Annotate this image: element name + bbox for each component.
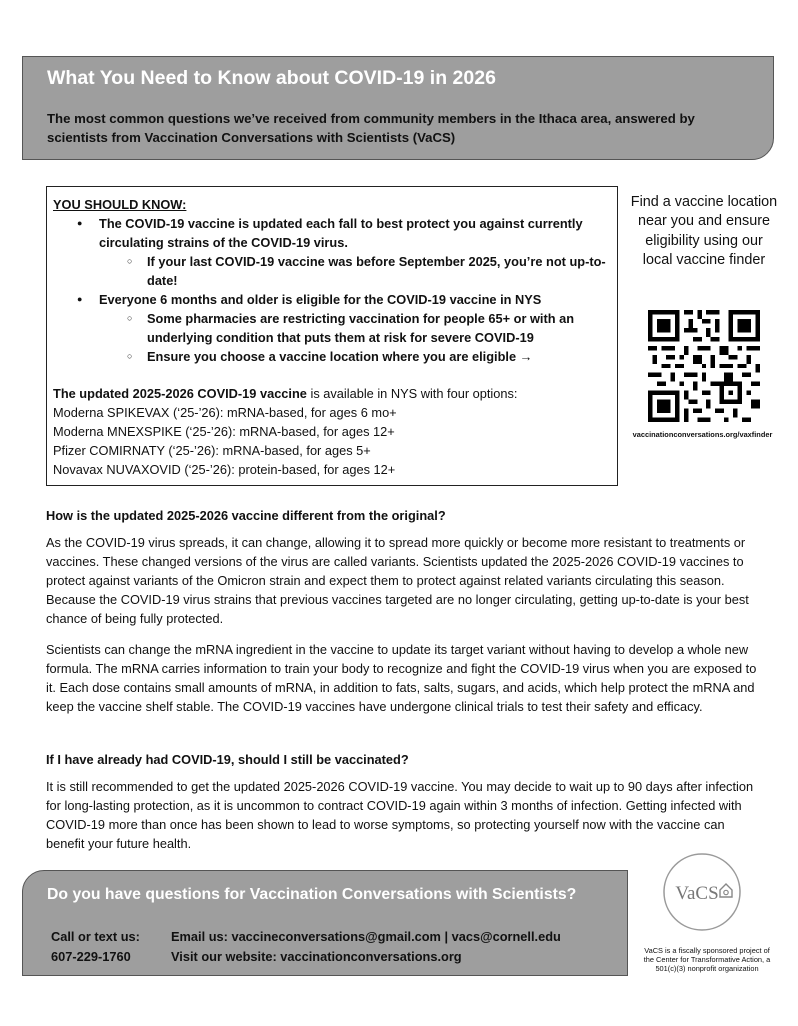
know-subitem-not-up-to-date: ○ If your last COVID-19 vaccine was before September 2025, you’re not up-to-date! [53,252,617,290]
you-should-know-box [46,186,618,486]
qa-section-variant [46,508,758,716]
page-title: What You Need to Know about COVID-19 in 2026 [47,67,496,89]
sponsor-note: VaCS is a fiscally sponsored project of the Center for Transformative Action, a 501(c)(3) nonprofit organization [643,946,771,973]
logo-text: VaCS [675,883,719,904]
vaccine-option-mnexspike: Moderna MNEXSPIKE (‘25-’26): mRNA-based, for ages 12+ [53,424,395,439]
know-subitem-choose-location: ○ Ensure you choose a vaccine location where you are eligible → [53,347,617,366]
footer-banner [22,870,628,976]
page-subtitle: The most common questions we’ve received from community members in the Ithaca area, answered by scientists from Vaccination Conversations with Scientists (VaCS) [47,111,695,145]
website-line[interactable]: Visit our website: vaccinationconversations.org [171,949,462,964]
vaccine-intro-bold: The updated 2025-2026 COVID-19 vaccine [53,386,307,401]
know-item-eligibility: ● Everyone 6 months and older is eligible for the COVID-19 vaccine in NYS [53,290,617,309]
header-banner [22,56,774,160]
qa-section-prior-infection [46,752,758,853]
question-already-had-covid: If I have already had COVID-19, should I still be vaccinated? [46,752,409,767]
vaccine-intro [53,384,617,403]
know-heading: YOU SHOULD KNOW: [53,197,187,212]
vaccine-intro-rest: is available in NYS with four options: [306,386,518,401]
answer-paragraph: Scientists can change the mRNA ingredient in the vaccine to update its target variant without having to develop a whole new formula. The mRNA carries information to train your body to recognize and fight the COVID-19 virus when you are exposed to it. Each dose contains small amounts of mRNA, in addition to fats, salts, sugars, and acids, which help protect the mRNA and keep the vaccine shelf stable. The COVID-19 vaccines have undergone clinical trials to test their safety and efficacy. [46,642,757,714]
call-label: Call or text us: [51,929,140,944]
footer-title: Do you have questions for Vaccination Conversations with Scientists? [47,886,577,903]
phone-number[interactable]: 607-229-1760 [51,949,131,964]
know-list [53,214,617,366]
vaccine-option-nuvaxovid: Novavax NUVAXOVID (‘25-’26): protein-based, for ages 12+ [53,462,396,477]
know-subitem-pharmacy-restrictions: ○ Some pharmacies are restricting vaccination for people 65+ or with an underlying condition that puts them at risk for severe COVID-19 [53,309,617,347]
question-vaccine-difference: How is the updated 2025-2026 vaccine different from the original? [46,508,446,523]
vaccine-finder-text: Find a vaccine location near you and ensure eligibility using our local vaccine finder [630,194,778,268]
vaccine-finder-url[interactable]: vaccinationconversations.org/vaxfinder [632,430,773,439]
qr-code-icon[interactable] [648,310,760,422]
answer-paragraph: It is still recommended to get the updated 2025-2026 COVID-19 vaccine. You may decide to wait up to 90 days after infection for long-lasting protection, as it is uncommon to contract COVID-19 again within 3 months of infection. Getting infected with COVID-19 more than once has been shown to lead to worse symptoms, so protecting yourself now with the vaccine can benefit your future health. [46,779,754,851]
vaccine-option-comirnaty: Pfizer COMIRNATY (‘25-’26): mRNA-based, for ages 5+ [53,443,371,458]
answer-paragraph: As the COVID-19 virus spreads, it can change, allowing it to spread more quickly or become more resistant to treatments or vaccines. These changed versions of the virus are called variants. Scientists updated the 2025-2026 COVID-19 vaccines to protect against variants of the Omicron strain and expect them to protect against related variants circulating this season. Because the COVID-19 virus strains that previous vaccines targeted are no longer circulating, getting up-to-date is your best chance of being fully protected. [46,535,749,626]
vacs-logo [662,852,742,932]
vaccine-option-spikevax: Moderna SPIKEVAX (‘25-’26): mRNA-based, for ages 6 mo+ [53,405,397,420]
know-item-updated-each-fall: ● The COVID-19 vaccine is updated each fall to best protect you against currently circulating strains of the COVID-19 virus. [53,214,617,252]
email-line[interactable]: Email us: vaccineconversations@gmail.com | vacs@cornell.edu [171,929,561,944]
